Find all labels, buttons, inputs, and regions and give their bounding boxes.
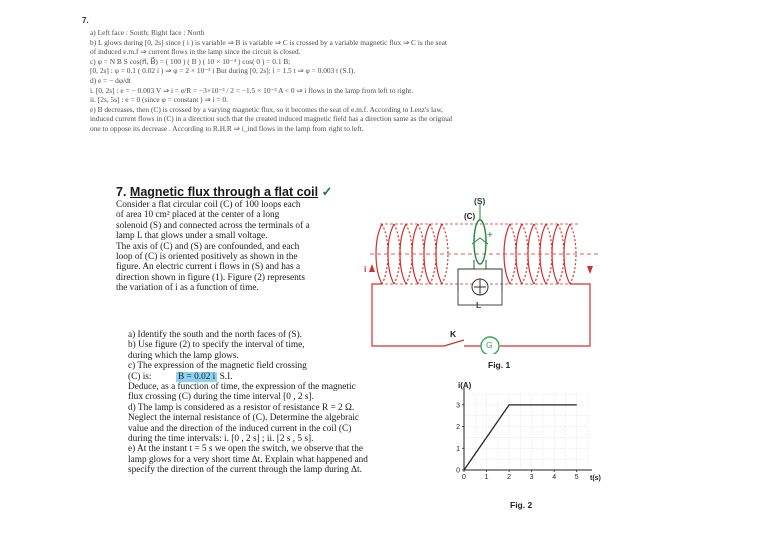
fig2-caption: Fig. 2 [510, 500, 533, 510]
label-l: L [476, 300, 482, 310]
text-line: The axis of (C) and (S) are confounded, and each [116, 241, 300, 252]
text-line: a) Left face : South; Right face : North [90, 28, 205, 37]
text-line: lamp glows for a very short time Δt. Explain what happened and [128, 454, 368, 465]
intro-lines [116, 200, 310, 294]
solution-block [90, 28, 452, 134]
coil-c [472, 204, 493, 264]
current-arrow-right-icon [587, 266, 593, 274]
label-c: (C) [464, 212, 476, 221]
title-number: 7. [116, 185, 127, 199]
text-line: flux crossing (C) during the time interval [0 , 2 s]. [128, 392, 314, 403]
text-line: specify the direction of the current through the lamp during Δt. [128, 465, 362, 476]
text-line: of induced e.m.f ⇒ current flows in the lamp since the circuit is closed. [90, 47, 301, 57]
x-tick-label: 1 [484, 474, 489, 481]
text-line: c) φ = N B S cos(n⃗, B⃗) = ( 100 ) ( B ) ( 10 × 10⁻⁴ ) cos( 0 ) = 0.1 B; [90, 56, 291, 66]
label-g: G [486, 340, 493, 350]
text-line: value and the direction of the induced current in the coil (C) [128, 423, 352, 434]
text-line: c) The expression of the magnetic field crossing [128, 361, 307, 372]
chart-xlabel: t(s) [590, 475, 601, 482]
x-tick-label: 4 [552, 474, 557, 481]
figure-2-chart [450, 378, 610, 488]
text-line: during which the lamp glows. [128, 350, 239, 361]
lamp-l [472, 279, 488, 295]
text-line: induced current flows in (C) in a direction such that the created induced magnetic field has a direction same as the original [90, 114, 453, 124]
question-lines [128, 330, 368, 476]
formula [176, 372, 233, 382]
text-line: direction shown in figure (1). Figure (2) represents [116, 272, 305, 283]
text-line: a) Identify the south and the north faces of (S). [128, 330, 303, 340]
problem-title [116, 184, 333, 200]
wire-left [372, 284, 444, 346]
label-s: (S) [474, 196, 486, 206]
text-line: Deduce, as a function of time, the expression of the magnetic [128, 382, 356, 393]
problem-intro [116, 200, 310, 294]
text-line: solenoid (S) and connected across the terminals of a [116, 220, 310, 231]
text-line: d) e = − dφ/dt [90, 75, 131, 85]
switch-k[interactable] [444, 340, 464, 346]
x-tick-label: 2 [507, 474, 512, 481]
formula-unit: S.I. [219, 371, 233, 382]
text-line: (C) is: [128, 371, 152, 382]
text-line: i. [0, 2s] : e = − 0.003 V ⇒ i = e/R = −3×10⁻³ / 2 = −1.5 × 10⁻³ A < 0 ⇒ i flows in the lamp from left to right. [90, 85, 414, 95]
y-tick-label: 1 [456, 445, 460, 453]
text-line: during the time intervals: i. [0 , 2 s] ; ii. [2 s , 5 s]. [128, 434, 314, 445]
x-tick-label: 0 [462, 474, 466, 481]
wire-right [500, 284, 590, 346]
text-line: ii. [2s, 5s] : e = 0 (since φ = constant ) ⇒ i = 0. [90, 95, 228, 105]
x-tick-label: 3 [529, 474, 534, 481]
text-line: figure. An electric current i flows in (S) and has a [116, 262, 301, 273]
text-line: b) Use figure (2) to specify the interval of time, [128, 340, 305, 351]
text-line: Consider a flat circular coil (C) of 100 loops each [116, 200, 301, 210]
text-line: d) The lamp is considered as a resistor of resistance R = 2 Ω. [128, 402, 355, 413]
text-line: loop of (C) is oriented positively as shown in the [116, 252, 298, 263]
text-line: e) B decreases, then (C) is crossed by a varying magnetic flux, so it becomes the seat of e.m.f. According to Lenz's law, [90, 104, 444, 114]
y-tick-label: 3 [456, 402, 460, 410]
label-k: K [450, 329, 457, 339]
text-line: [0, 2s] : φ = 0.1 ( 0.02 i ) ⇒ φ = 2 × 10⁻³ i But during [0, 2s]: i = 1.5 t ⇒ φ = 0.003 t (S.I). [90, 66, 356, 76]
chart-axes [464, 388, 592, 470]
text-line: e) At the instant t = 5 s we open the switch, we observe that the [128, 444, 364, 455]
text-line: the variation of i as a function of time. [116, 283, 259, 294]
chart-ticks [456, 402, 579, 481]
chart-ylabel: i(A) [458, 381, 472, 390]
y-tick-label: 2 [456, 424, 460, 432]
text-line: Neglect the internal resistance of (C). Determine the algebraic [128, 413, 360, 424]
figure-1 [360, 194, 610, 354]
text-line: lamp L that glows under a small voltage. [116, 231, 268, 242]
y-tick-label: 0 [456, 467, 460, 475]
text-line: of area 10 cm² placed at the center of a long [116, 210, 280, 221]
title-text: Magnetic flux through a flat coil [129, 185, 319, 199]
text-line: b) L glows during [0, 2s] since ( i ) is variable ⇒ B is variable ⇒ C is crossed by a variable magnetic flux ⇒ C is the seat [90, 37, 447, 47]
text-line: one to oppose its decrease . According to R.H.R ⇒ i_ind flows in the lamp from right to left. [90, 123, 364, 133]
questions-block [128, 330, 368, 476]
solution-lines [90, 28, 452, 134]
solution-number: 7. [82, 16, 89, 25]
formula-highlight: B = 0.02 i [178, 371, 216, 382]
x-tick-label: 5 [574, 474, 579, 481]
label-i: i [364, 264, 367, 274]
current-arrow-icon [369, 264, 375, 272]
check-mark-icon: ✓ [321, 184, 333, 199]
fig1-caption: Fig. 1 [488, 360, 511, 370]
svg-text:+: + [487, 230, 493, 241]
